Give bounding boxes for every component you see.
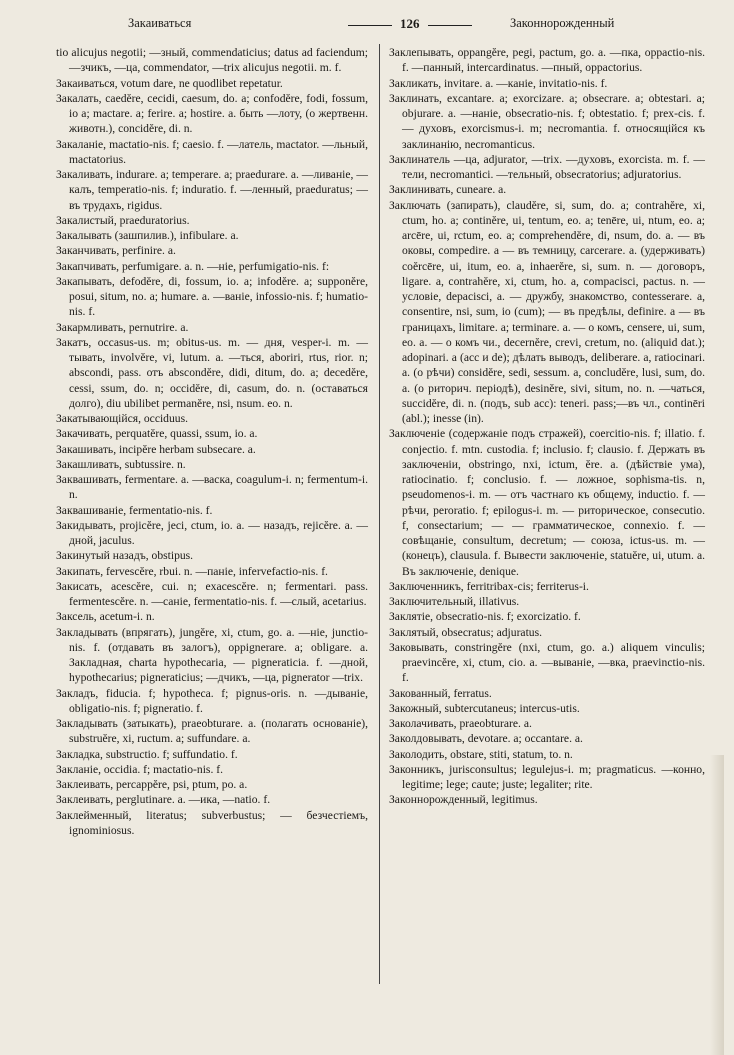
dictionary-entry: Закладка, substructio. f; suffundatio. f. [56, 747, 238, 761]
dictionary-entry: Закапчивать, perfumigare. a. n. —ніе, perfumigatio-nis. f: [56, 259, 330, 273]
dictionary-entry: Заколачивать, praeobturare. a. [389, 717, 532, 730]
dictionary-entry: Закалывать (зашпилив.), infibulare. a. [56, 229, 239, 242]
dictionary-entry: Закликать, invitare. a. —каніе, invitatio-nis. f. [389, 76, 608, 90]
dictionary-entry: Закармливать, pernutrire. a. [56, 320, 189, 334]
dictionary-entry: Заклеивать, perglutinare. a. —ика, —natio. f. [56, 793, 271, 807]
dictionary-entry: Заключеніе (содержаніе подъ стражей), coercitio-nis. f; illatio. f. conjectio. f. mtn. custodia. f; inclusio. f; clausio. f. Держать въ заключеніи, obstringo, nxi, ictum, ĕre. a. (дѣйствіе ума), ratiocinatio. f; conclusio. f. — ложное, sophisma-tis. n, pseudomenos-i. m. — отъ частнаго къ общему, inductio. f. — рѣчи, peroratio. f; epilogus-i. m. — риторическое, consecutio. f, consectarium; — — грамматическое, connexio. f. —совѣщаніе, consultum, decretum; — союза, ictus-us. m. — (конецъ), clausula. f. Вывести заключеніе, statuĕre, ui, utum. a. Въ заключеніе, denique. [389, 427, 705, 578]
dictionary-entry: Заключительный, illativus. [389, 595, 520, 608]
dictionary-entry: Закидывать, projicĕre, jeci, ctum, io. a. — назадъ, rejicĕre. a. —дной, jaculus. [56, 518, 368, 547]
dictionary-entry: Заклепывать, oppangĕre, pegi, pactum, go. a. —пка, oppactio-nis. f. —панный, intercardinatus. —пный, oppactorius. [389, 46, 705, 75]
dictionary-entry: Закладывать (впрягать), jungĕre, xi, ctum, go. a. —ніе, junctio-nis. f. (отдавать въ залогъ), oppignerare. a; obligare. a. Закладная, charta hypothecaria, — pigneraticia. f. —дной, hypothecarius; pigneraticius; —дчикъ, —ца, pignerator —trix. [56, 625, 368, 685]
dictionary-entry: Заканчивать, perfinire. a. [56, 244, 176, 258]
dictionary-entry: Закатъ, occasus-us. m; obitus-us. m. — дня, vesper-i. m. —тывать, involvĕre, vi, lutum. a. —ться, aboriri, rtus, rior. n; abscondi, pass. отъ abscondĕre, didi, ditum, do. a; decedĕre, cessi, ssum, do. n; occidĕre, di, casum, do. n. (оставаться долго), diu ubilibet permanĕre, nsi, nsum. eo. n. [56, 335, 368, 410]
dictionary-entry: Закашливать, subtussire. n. [56, 457, 186, 471]
running-head-left: Закаиваться [128, 16, 192, 30]
dictionary-entry: Заковывать, constringĕre (nxi, ctum, go. a.) aliquem vinculis; praevincĕre, xi, ctum, cio. a. —вываніе, —вка, praevinctio-nis. f. [389, 640, 705, 685]
dictionary-entry: Заклейменный, literatus; subverbustus; — безчестіемъ, ignominiosus. [56, 808, 368, 837]
dictionary-entry: Заколдовывать, devotare. a; occantare. a. [389, 732, 583, 746]
column-divider [379, 44, 380, 984]
dictionary-entry: Заквашиваніе, fermentatio-nis. f. [56, 503, 213, 517]
dictionary-entry: Закаланіе, mactatio-nis. f; caesio. f. —латель, mactator. —льный, mactatorius. [56, 137, 368, 166]
running-head-right: Законнорожденный [510, 16, 615, 30]
dictionary-entry: Закланіе, occidia. f; mactatio-nis. f. [56, 762, 223, 776]
dictionary-entry: Закатывающійся, occiduus. [56, 412, 188, 425]
dictionary-entry: Заключать (запирать), claudĕre, si, sum, do. a; contrahĕre, xi, ctum, ho. a; continĕre, ui, tentum, eo. a; tenēre, ui, ntum, eo. a; arcēre, ui, rctum, eo. a; comprehendĕre, di, nsum, do. a. — въ оковы, compedire. a — въ темницу, carcerare. a. (удерживать) coĕrcēre, ui, itum, eo. a, inhaerĕre, si, sum. n. — договоръ, ligare. a, contrahĕre, xi, ctum, ho. a, compacisci, pactus. n. — условіе, depacisci, a. — дружбу, знакомство, contesserare. a, consentire, nsi, sum, io (cum); — въ предѣлы, definire. a — въ границахъ, limitare. a; terminare. a. — о комъ, censere, ui, sum, eo. a. — о комъ чи., decernĕre, crevi, cretum, no. (aliquid dat.); adopinari. a (acc и de); дѣлать выводъ, deliberare. a, ratiocinari. a. (о рѣчи) considĕre, sedi, sessum. a, concludĕre, lusi, sum, do. a. (о риторич. періодѣ), desinĕre, sivi, situm, no. n. —чаться, succidĕre, di. n. (подъ, sub acc): teneri. pass;—въ чл., continēri (abl.); inesse (in). [389, 198, 705, 425]
page-header [40, 16, 705, 36]
dictionary-entry: Закачивать, perquatĕre, quassi, ssum, io. a. [56, 427, 258, 441]
dictionary-entry: Закипать, fervescĕre, rbui. n. —паніе, infervefactio-nis. f. [56, 564, 328, 578]
dictionary-entry: Заколодить, obstare, stiti, statum, to. n. [389, 747, 573, 761]
dictionary-entry: Закаливать, indurare. a; temperare. a; praedurare. a. —ливаніе, —калъ, temperatio-nis. f; induratio. f. —ленный, praeduratus; — въ трудахъ, rigidus. [56, 168, 368, 212]
dictionary-entry: Закладывать (затыкать), praeobturare. a. (полагать основаніе), substruĕre, xi, ructum. a; suffundare. a. [56, 717, 368, 746]
dictionary-entry: Заклинивать, cuneare. a. [389, 183, 507, 197]
dictionary-entry: Закалать, caedĕre, cecidi, caesum, do. a; confodĕre, fodi, fossum, io a; mactare. a; ferire. a; hostire. a. быть —лоту, (о жертвенн. животн.), concidĕre, di. n. [56, 91, 368, 136]
dictionary-entry: Заквашивать, fermentare. a. —васка, coagulum-i. n; fermentum-i. n. [56, 473, 368, 502]
dictionary-entry: Законникъ, jurisconsultus; legulejus-i. m; pragmaticus. —конно, legitime; lege; caute; juste; legaliter; rite. [389, 762, 705, 791]
dictionary-entry: Закожный, subtercutaneus; intercus-utis. [389, 701, 580, 715]
right-column [389, 45, 705, 808]
dictionary-entry: Заклятый, obsecratus; adjuratus. [389, 625, 543, 639]
dictionary-entry: Заключенникъ, ferritribax-cis; ferriterus-i. [389, 579, 589, 593]
page-number: 126 [340, 16, 480, 32]
dictionary-entry: Заклятіе, obsecratio-nis. f; exorcizatio. f. [389, 610, 581, 624]
dictionary-entry: Закованный, ferratus. [389, 686, 492, 700]
dictionary-entry: Заксель, acetum-i. n. [56, 610, 155, 624]
dictionary-entry: Законнорожденный, legitimus. [389, 793, 538, 807]
page-edge-shadow [710, 755, 724, 1055]
dictionary-entry: Закисать, acescĕre, cui. n; exacescĕre. n; fermentari. pass. fermentescĕre. n. —саніе, fermentatio-nis. f. —слый, acetarius. [56, 579, 368, 608]
dictionary-entry: Закашивать, incipĕre herbam subsecare. a. [56, 442, 256, 456]
dictionary-entry: Закладъ, fiducia. f; hypotheca. f; pignus-oris. n. —дываніе, obligatio-nis. f; pigneratio. f. [56, 686, 368, 715]
dictionary-entry: Заклеивать, perсарpĕre, psi, ptum, po. a. [56, 778, 248, 791]
dictionary-entry: tio alicujus negotii; —зный, commendaticius; datus ad faciendum; —зчикъ, —ца, commendator, —trix alicujus negotii. m. f. [56, 46, 368, 75]
dictionary-entry: Закинутый назадъ, obstipus. [56, 549, 194, 563]
left-column [56, 45, 368, 838]
dictionary-entry: Закаиваться, votum dare, ne quodlibet repetatur. [56, 76, 283, 90]
dictionary-entry: Закалистый, praeduratorius. [56, 213, 190, 227]
dictionary-entry: Заклинатель —ца, adjurator, —trix. —духовъ, exorcista. m. f. —тели, necromantici. —тельный, obsecratorius; adjuratorius. [389, 152, 705, 181]
dictionary-entry: Закапывать, defodĕre, di, fossum, io. a; infodĕre. a; supponĕre, posui, situm, no. a; humare. a. —ваніе, infossio-nis. f; humatio-nis. f. [56, 274, 368, 319]
dictionary-entry: Заклинать, excantare. a; exorcizare. a; obsecrare. a; obtestari. a; objurare. a. —наніе, obsecratio-nis. f; obtestatio. f; prex-cis. f. — духовъ, exorcismus-i. m; necromantia. f. относящійся къ заклинанію, necromanticus. [389, 91, 705, 151]
